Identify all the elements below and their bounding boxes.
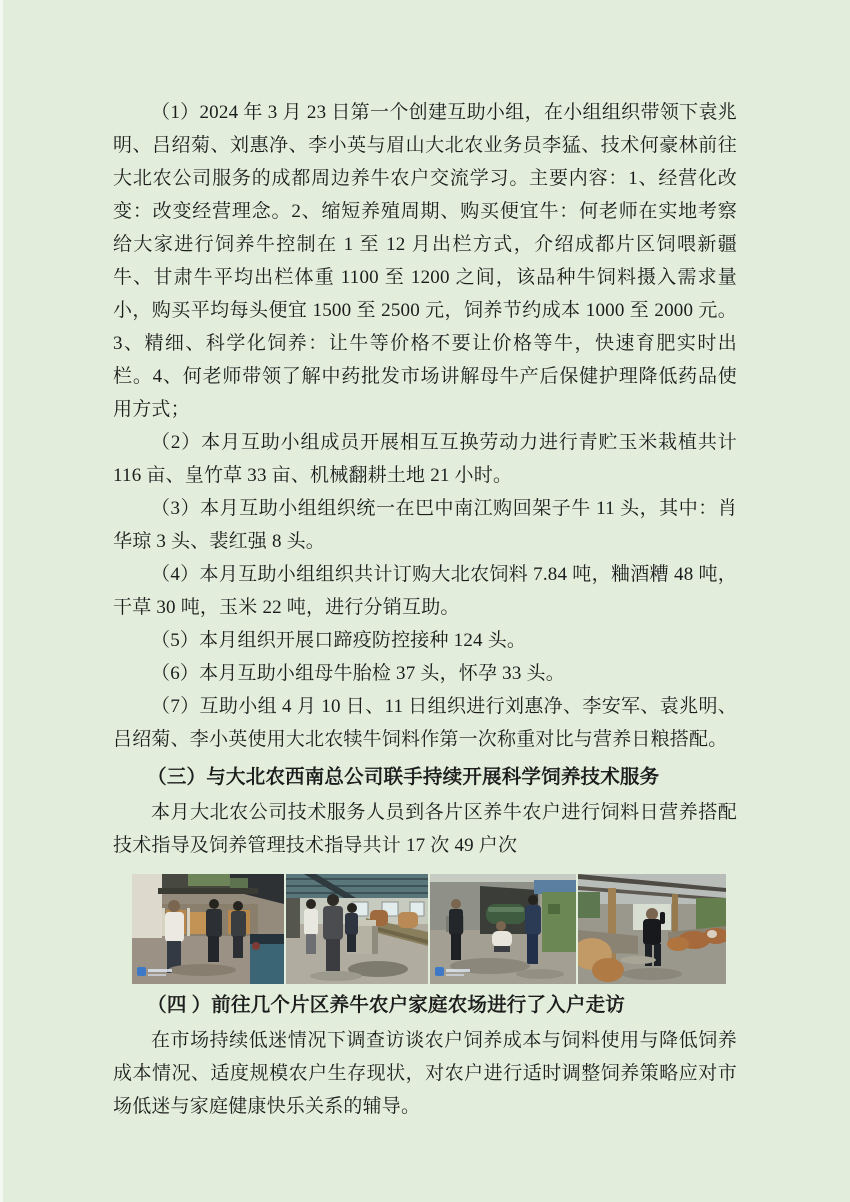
document-page [113, 96, 737, 1123]
paragraph-5: （5）本月组织开展口蹄疫防控接种 124 头。 [151, 630, 527, 651]
paragraph-2: （2）本月互助小组成员开展相互互换劳动力进行青贮玉米栽植共计 116 亩、皇竹草 33 亩、机械翻耕土地 21 小时。 [113, 432, 737, 486]
paragraph-3: （3）本月互助小组组织统一在巴中南江购回架子牛 11 头，其中：肖华琼 3 头、裴红强 8 头。 [113, 498, 737, 552]
photo-strip [132, 874, 737, 984]
paragraph-1: （1）2024 年 3 月 23 日第一个创建互助小组，在小组组织带领下袁兆明、吕绍菊、刘惠净、李小英与眉山大北农业务员李猛、技术何豪林前往大北农公司服务的成都周边养牛农户交流学习。主要内容：1、经营化改变：改变经营理念。2、缩短养殖周期、购买便宜牛：何老师在实地考察给大家进行饲养牛控制在 1 至 12 月出栏方式，介绍成都片区饲喂新疆牛、甘肃牛平均出栏体重 1100 至 1200 之间，该品种牛饲料摄入需求量小，购买平均每头便宜 1500 至 2500 元，饲养节约成本 1000 至 2000 元。3、精细、科学化饲养：让牛等价格不要让价格等牛，快速育肥实时出栏。4、何老师带领了解中药批发市场讲解母牛产后保健护理降低药品使用方式； [113, 102, 737, 420]
paragraph-4: （4）本月互助小组组织共计订购大北农饲料 7.84 吨，粬酒糟 48 吨，干草 30 吨，玉米 22 吨，进行分销互助。 [113, 564, 737, 618]
farm-visit-photo-3 [430, 874, 576, 984]
paragraph-9: 在市场持续低迷情况下调查访谈农户饲养成本与饲料使用与降低饲养成本情况、适度规模农户生存现状，对农户进行适时调整饲养策略应对市场低迷与家庭健康快乐关系的辅导。 [113, 1030, 737, 1117]
farm-visit-photo-2 [286, 874, 428, 984]
farm-visit-photo-1 [132, 874, 284, 984]
section-heading-four: （四 ）前往几个片区养牛农户家庭农场进行了入户走访 [147, 995, 626, 1016]
paragraph-6: （6）本月互助小组母牛胎检 37 头，怀孕 33 头。 [151, 663, 565, 684]
section-heading-three: （三）与大北农西南总公司联手持续开展科学饲养技术服务 [147, 767, 660, 788]
page-edge-strip [0, 0, 3, 1202]
farm-visit-photo-4 [578, 874, 726, 984]
paragraph-8: 本月大北农公司技术服务人员到各片区养牛农户进行饲料日营养搭配技术指导及饲养管理技术指导共计 17 次 49 户次 [113, 802, 737, 856]
paragraph-7: （7）互助小组 4 月 10 日、11 日组织进行刘惠净、李安军、袁兆明、吕绍菊、李小英使用大北农犊牛饲料作第一次称重对比与营养日粮搭配。 [113, 696, 737, 750]
